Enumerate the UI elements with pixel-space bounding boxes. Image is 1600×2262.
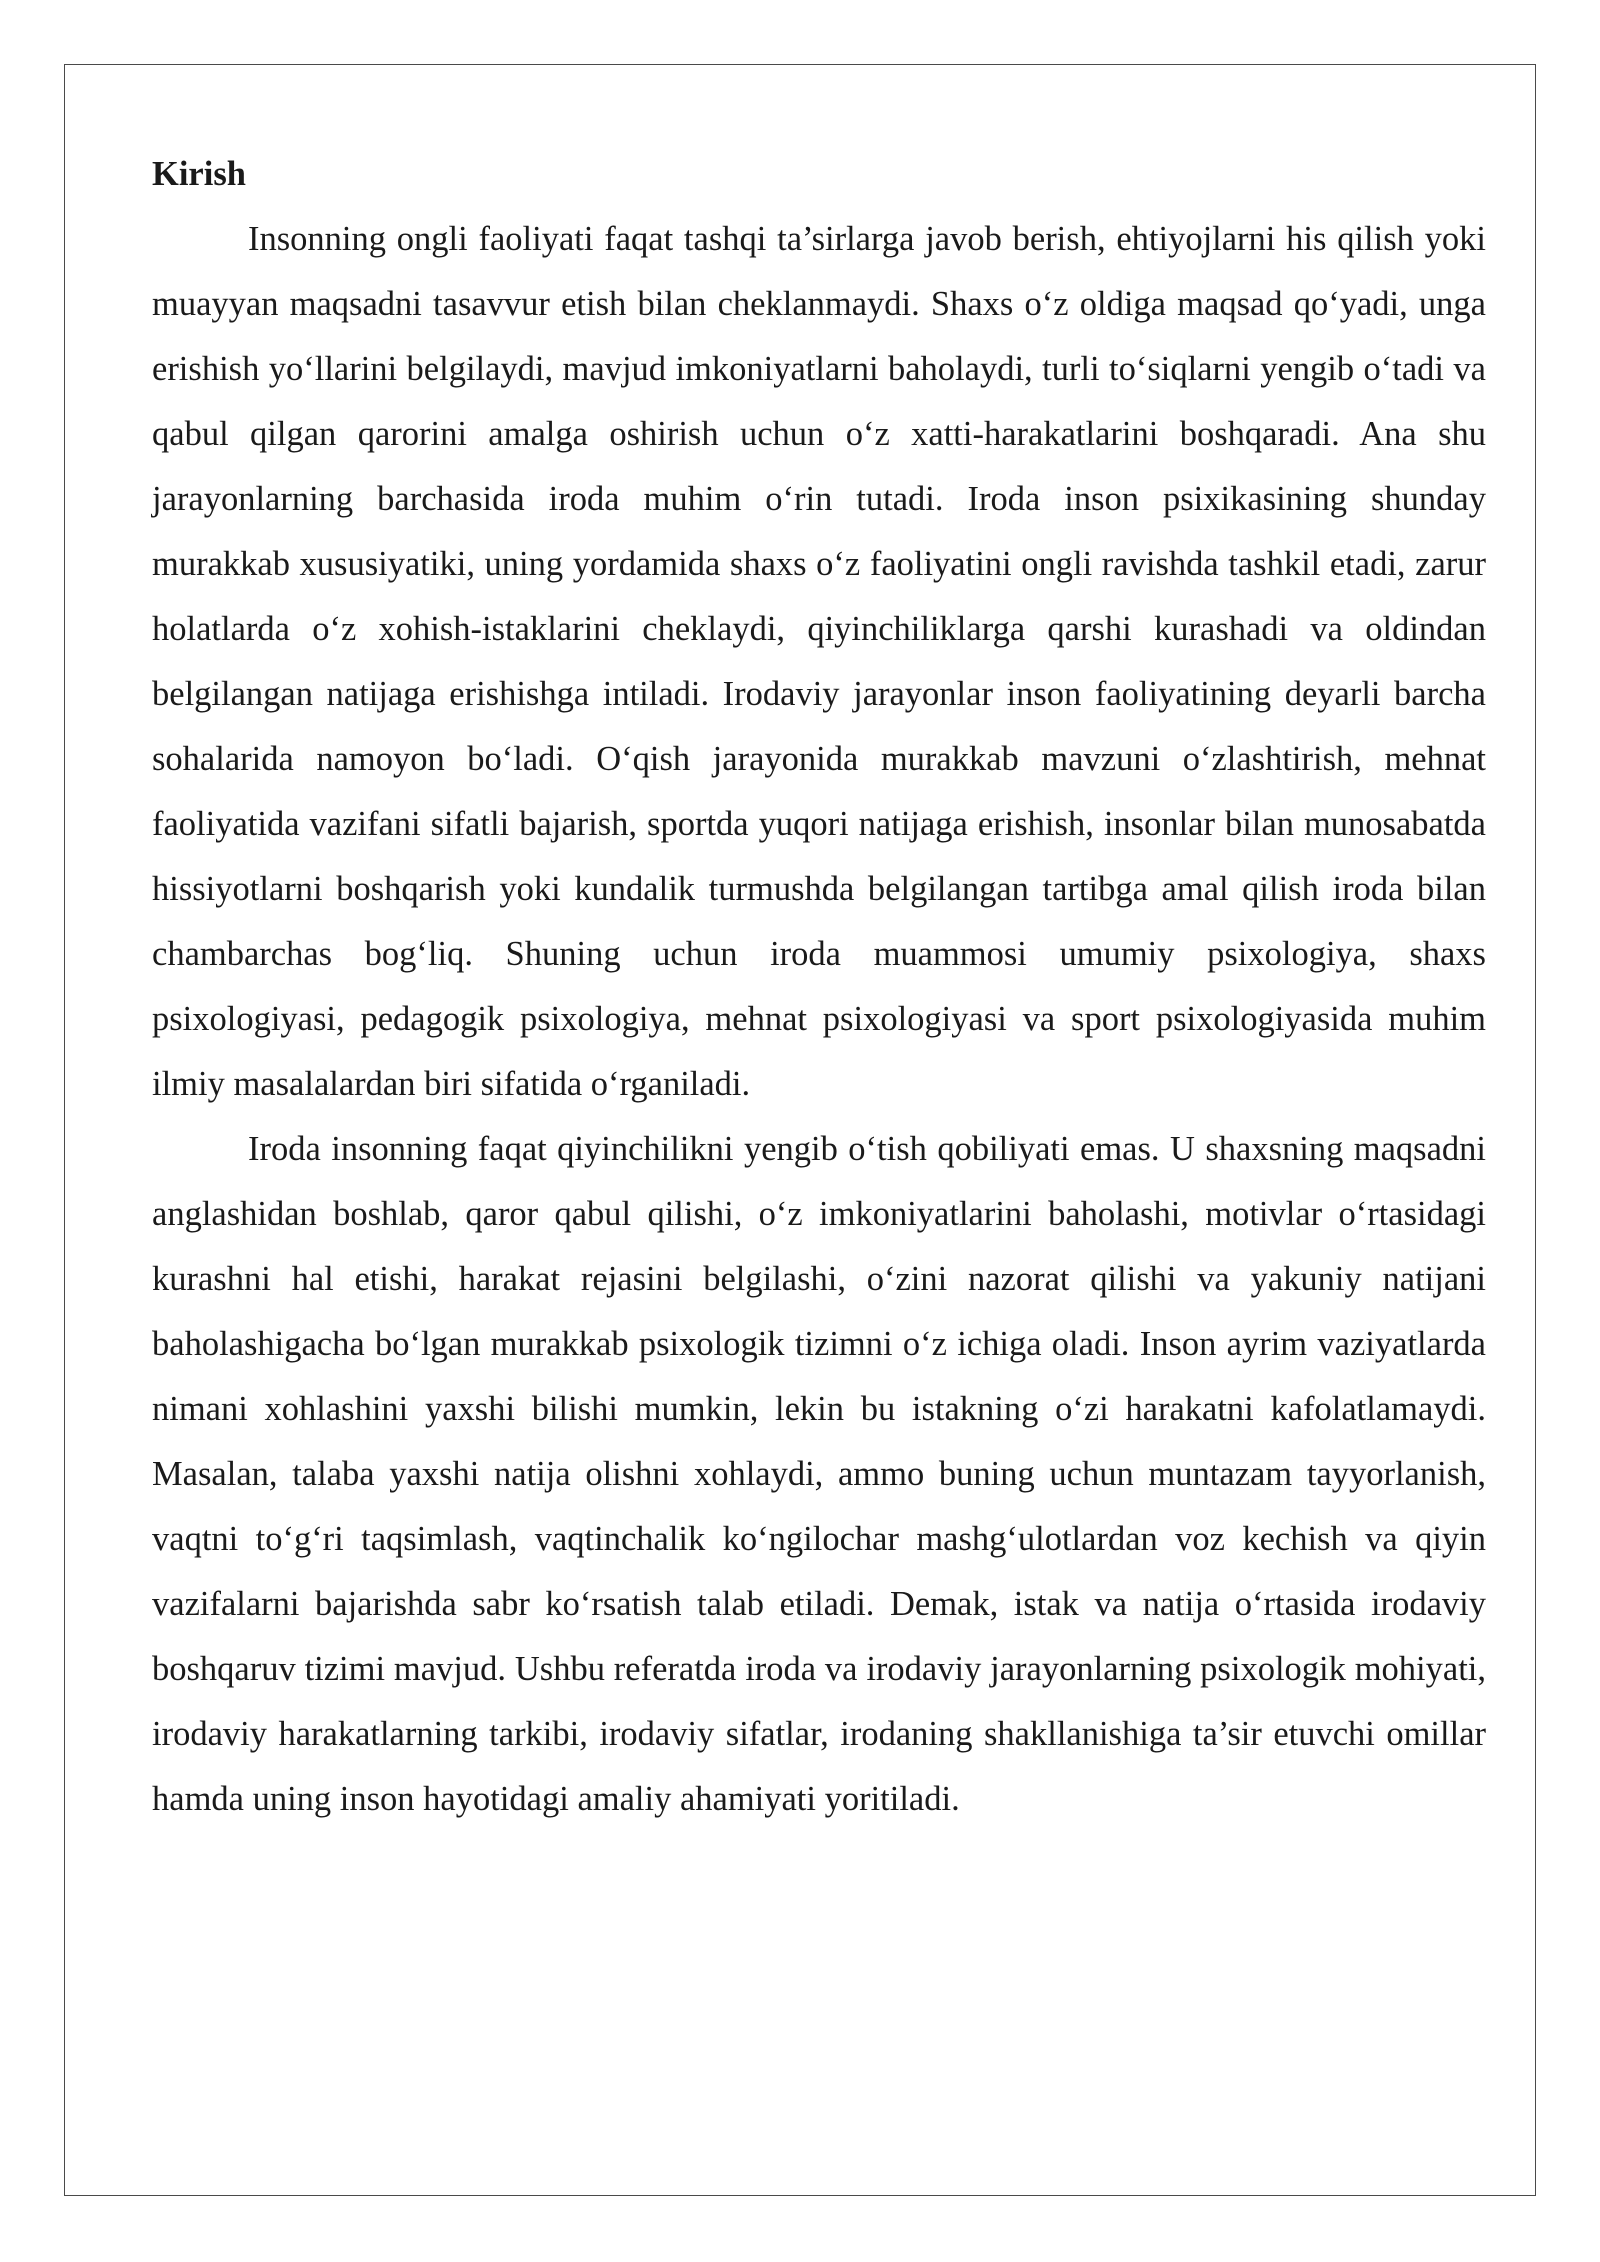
paragraph-1: Insonning ongli faoliyati faqat tashqi ta’sirlarga javob berish, ehtiyojlarni his qilish yoki muayyan maqsadni tasavvur etish bilan cheklanmaydi. Shaxs o‘z oldiga maqsad qo‘yadi, unga erishish yo‘llarini belgilaydi, mavjud imkoniyatlarni baholaydi, turli to‘siqlarni yengib o‘tadi va qabul qilgan qarorini amalga oshirish uchun o‘z xatti-harakatlarini boshqaradi. Ana shu jarayonlarning barchasida iroda muhim o‘rin tutadi. Iroda inson psixikasining shunday murakkab xususiyatiki, uning yordamida shaxs o‘z faoliyatini ongli ravishda tashkil etadi, zarur holatlarda o‘z xohish-istaklarini cheklaydi, qiyinchiliklarga qarshi kurashadi va oldindan belgilangan natijaga erishishga intiladi. Irodaviy jarayonlar inson faoliyatining deyarli barcha sohalarida namoyon bo‘ladi. O‘qish jarayonida murakkab mavzuni o‘zlashtirish, mehnat faoliyatida vazifani sifatli bajarish, sportda yuqori natijaga erishish, insonlar bilan munosabatda hissiyotlarni boshqarish yoki kundalik turmushda belgilangan tartibga amal qilish iroda bilan chambarchas bog‘liq. Shuning uchun iroda muammosi umumiy psixologiya, shaxs psixologiyasi, pedagogik psixologiya, mehnat psixologiyasi va sport psixologiyasida muhim ilmiy masalalardan biri sifatida o‘rganiladi. bbox=[152, 220, 1486, 1103]
document-body bbox=[152, 142, 1486, 1832]
paragraph-2: Iroda insonning faqat qiyinchilikni yengib o‘tish qobiliyati emas. U shaxsning maqsadni anglashidan boshlab, qaror qabul qilishi, o‘z imkoniyatlarini baholashi, motivlar o‘rtasidagi kurashni hal etishi, harakat rejasini belgilashi, o‘zini nazorat qilishi va yakuniy natijani baholashigacha bo‘lgan murakkab psixologik tizimni o‘z ichiga oladi. Inson ayrim vaziyatlarda nimani xohlashini yaxshi bilishi mumkin, lekin bu istakning o‘zi harakatni kafolatlamaydi. Masalan, talaba yaxshi natija olishni xohlaydi, ammo buning uchun muntazam tayyorlanish, vaqtni to‘g‘ri taqsimlash, vaqtinchalik ko‘ngilochar mashg‘ulotlardan voz kechish va qiyin vazifalarni bajarishda sabr ko‘rsatish talab etiladi. Demak, istak va natija o‘rtasida irodaviy boshqaruv tizimi mavjud. Ushbu referatda iroda va irodaviy jarayonlarning psixologik mohiyati, irodaviy harakatlarning tarkibi, irodaviy sifatlar, irodaning shakllanishiga ta’sir etuvchi omillar hamda uning inson hayotidagi amaliy ahamiyati yoritiladi. bbox=[152, 1130, 1486, 1818]
section-heading: Kirish bbox=[152, 155, 246, 193]
